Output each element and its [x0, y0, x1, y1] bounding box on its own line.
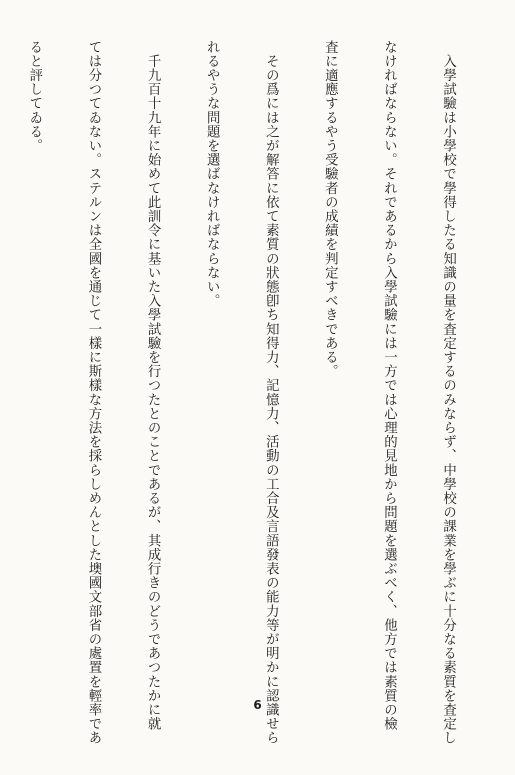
text-line: ては分つてゐない。ステルンは全國を通じて一樣に斯樣な方法を採らしめんとした墺國文部省の處置を輕率であ [85, 40, 101, 745]
body-text [0, 40, 497, 745]
text-line: れるやうな問題を選ばなければならない。 [204, 40, 220, 308]
text-line: 査に適應するやう受驗者の成績を判定すべきである。 [322, 40, 338, 379]
text-line: 千九百十九年に始めて此訓令に基いた入學試驗を行つたとのことであるが、其成行きのどうであつたかに就 [145, 40, 161, 731]
text-line: その爲には之が解答に依て素質の狀態卽ち知得力、記憶力、活動の工合及言語發表の能力等が明かに認識せら [263, 40, 279, 745]
text-line: なければならない。それであるから入學試驗には一方では心理的見地から問題を選ぶべく、他方では素質の檢 [381, 40, 397, 731]
page-number: 6 [253, 698, 262, 712]
text-line: ると評してゐる。 [26, 40, 42, 153]
text-line: 入學試驗は小學校で學得したる知識の量を査定するのみならず、中學校の課業を學ぶに十分なる素質を査定し [440, 40, 456, 745]
